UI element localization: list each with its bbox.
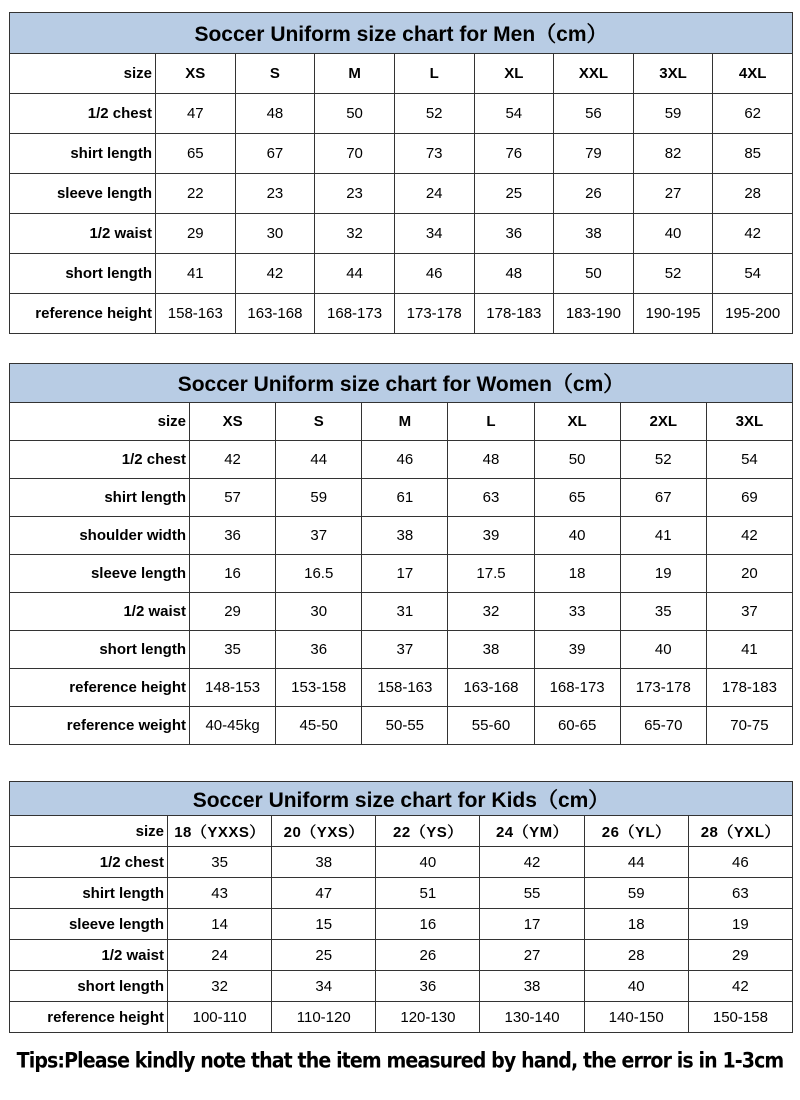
value-cell: 38 [362, 517, 448, 555]
row-label: reference height [10, 669, 190, 707]
value-cell: 39 [534, 631, 620, 669]
value-cell: 41 [620, 517, 706, 555]
measurement-row [10, 134, 793, 174]
value-cell: 16 [376, 909, 480, 940]
value-cell: 23 [315, 174, 395, 214]
row-label: 1/2 waist [10, 940, 168, 971]
value-cell: 19 [620, 555, 706, 593]
value-cell: 34 [394, 214, 474, 254]
value-cell: 30 [276, 593, 362, 631]
value-cell: 26 [554, 174, 634, 214]
value-cell: 15 [272, 909, 376, 940]
value-cell: 57 [190, 479, 276, 517]
chart-title: Soccer Uniform size chart for Kids（cm） [10, 782, 793, 816]
value-cell: 42 [235, 254, 315, 294]
value-cell: 34 [272, 971, 376, 1002]
value-cell: 62 [713, 94, 793, 134]
value-cell: 47 [272, 878, 376, 909]
value-cell: 163-168 [448, 669, 534, 707]
value-cell: 44 [584, 847, 688, 878]
value-cell: 36 [474, 214, 554, 254]
value-cell: 29 [688, 940, 792, 971]
value-cell: 59 [584, 878, 688, 909]
size-header-cell: XXL [554, 54, 634, 94]
row-label: 1/2 chest [10, 847, 168, 878]
value-cell: 44 [276, 441, 362, 479]
value-cell: 41 [156, 254, 236, 294]
value-cell: 60-65 [534, 707, 620, 745]
value-cell: 23 [235, 174, 315, 214]
measurement-row [10, 631, 793, 669]
value-cell: 82 [633, 134, 713, 174]
measurement-row [10, 971, 793, 1002]
row-label: 1/2 waist [10, 214, 156, 254]
chart-title-row [10, 364, 793, 403]
value-cell: 29 [190, 593, 276, 631]
size-header-cell: XS [156, 54, 236, 94]
value-cell: 65 [534, 479, 620, 517]
row-label: short length [10, 971, 168, 1002]
value-cell: 17 [362, 555, 448, 593]
value-cell: 183-190 [554, 294, 634, 334]
value-cell: 43 [168, 878, 272, 909]
value-cell: 14 [168, 909, 272, 940]
value-cell: 54 [706, 441, 792, 479]
size-header-cell: XL [474, 54, 554, 94]
value-cell: 158-163 [362, 669, 448, 707]
value-cell: 38 [272, 847, 376, 878]
value-cell: 130-140 [480, 1002, 584, 1033]
value-cell: 25 [474, 174, 554, 214]
value-cell: 52 [394, 94, 474, 134]
row-label: reference height [10, 294, 156, 334]
row-label: 1/2 waist [10, 593, 190, 631]
row-label: sleeve length [10, 909, 168, 940]
value-cell: 46 [362, 441, 448, 479]
value-cell: 25 [272, 940, 376, 971]
measurement-row [10, 294, 793, 334]
size-header-row [10, 816, 793, 847]
row-label: 1/2 chest [10, 94, 156, 134]
value-cell: 56 [554, 94, 634, 134]
value-cell: 50 [315, 94, 395, 134]
value-cell: 65 [156, 134, 236, 174]
measurement-row [10, 1002, 793, 1033]
value-cell: 28 [584, 940, 688, 971]
value-cell: 33 [534, 593, 620, 631]
value-cell: 47 [156, 94, 236, 134]
value-cell: 36 [376, 971, 480, 1002]
value-cell: 38 [448, 631, 534, 669]
value-cell: 76 [474, 134, 554, 174]
value-cell: 32 [315, 214, 395, 254]
value-cell: 73 [394, 134, 474, 174]
size-header-cell: M [315, 54, 395, 94]
value-cell: 45-50 [276, 707, 362, 745]
value-cell: 24 [394, 174, 474, 214]
size-header-cell: M [362, 403, 448, 441]
value-cell: 67 [235, 134, 315, 174]
measurement-row [10, 254, 793, 294]
size-header-row [10, 403, 793, 441]
measurement-row [10, 940, 793, 971]
chart-title-row [10, 782, 793, 816]
row-label: shirt length [10, 479, 190, 517]
value-cell: 37 [362, 631, 448, 669]
measurement-row [10, 517, 793, 555]
value-cell: 40 [633, 214, 713, 254]
value-cell: 18 [584, 909, 688, 940]
size-label: size [10, 54, 156, 94]
measurement-row [10, 174, 793, 214]
size-header-cell: S [235, 54, 315, 94]
value-cell: 18 [534, 555, 620, 593]
chart-title: Soccer Uniform size chart for Women（cm） [10, 364, 793, 403]
value-cell: 42 [480, 847, 584, 878]
size-header-cell: L [394, 54, 474, 94]
value-cell: 158-163 [156, 294, 236, 334]
value-cell: 36 [190, 517, 276, 555]
value-cell: 79 [554, 134, 634, 174]
value-cell: 51 [376, 878, 480, 909]
value-cell: 55-60 [448, 707, 534, 745]
value-cell: 46 [688, 847, 792, 878]
row-label: sleeve length [10, 555, 190, 593]
value-cell: 17.5 [448, 555, 534, 593]
row-label: 1/2 chest [10, 441, 190, 479]
measurement-row [10, 669, 793, 707]
value-cell: 52 [620, 441, 706, 479]
chart-title: Soccer Uniform size chart for Men（cm） [10, 13, 793, 54]
value-cell: 168-173 [534, 669, 620, 707]
value-cell: 173-178 [620, 669, 706, 707]
value-cell: 38 [554, 214, 634, 254]
value-cell: 35 [168, 847, 272, 878]
size-header-cell: 28（YXL） [688, 816, 792, 847]
value-cell: 16.5 [276, 555, 362, 593]
value-cell: 148-153 [190, 669, 276, 707]
value-cell: 69 [706, 479, 792, 517]
row-label: short length [10, 631, 190, 669]
value-cell: 26 [376, 940, 480, 971]
value-cell: 48 [448, 441, 534, 479]
value-cell: 30 [235, 214, 315, 254]
row-label: short length [10, 254, 156, 294]
men-size-chart [9, 12, 793, 334]
value-cell: 59 [633, 94, 713, 134]
value-cell: 40-45kg [190, 707, 276, 745]
measurement-row [10, 847, 793, 878]
value-cell: 17 [480, 909, 584, 940]
chart-title-row [10, 13, 793, 54]
value-cell: 19 [688, 909, 792, 940]
size-header-cell: XS [190, 403, 276, 441]
value-cell: 32 [168, 971, 272, 1002]
value-cell: 173-178 [394, 294, 474, 334]
value-cell: 29 [156, 214, 236, 254]
measurement-row [10, 909, 793, 940]
tips-note: Tips:Please kindly note that the item measured by hand, the error is in 1-3cm [16, 1048, 784, 1074]
value-cell: 40 [376, 847, 480, 878]
measurement-row [10, 214, 793, 254]
value-cell: 16 [190, 555, 276, 593]
value-cell: 54 [713, 254, 793, 294]
size-header-cell: 4XL [713, 54, 793, 94]
value-cell: 42 [688, 971, 792, 1002]
kids-size-chart [9, 781, 793, 1033]
size-header-cell: 22（YS） [376, 816, 480, 847]
row-label: sleeve length [10, 174, 156, 214]
size-label: size [10, 403, 190, 441]
value-cell: 63 [688, 878, 792, 909]
women-size-chart [9, 363, 793, 745]
size-header-cell: 2XL [620, 403, 706, 441]
value-cell: 41 [706, 631, 792, 669]
measurement-row [10, 555, 793, 593]
value-cell: 35 [620, 593, 706, 631]
row-label: shirt length [10, 878, 168, 909]
value-cell: 153-158 [276, 669, 362, 707]
value-cell: 110-120 [272, 1002, 376, 1033]
value-cell: 50 [554, 254, 634, 294]
value-cell: 150-158 [688, 1002, 792, 1033]
value-cell: 28 [713, 174, 793, 214]
value-cell: 50 [534, 441, 620, 479]
value-cell: 46 [394, 254, 474, 294]
value-cell: 54 [474, 94, 554, 134]
row-label: reference height [10, 1002, 168, 1033]
value-cell: 40 [584, 971, 688, 1002]
measurement-row [10, 707, 793, 745]
value-cell: 48 [235, 94, 315, 134]
row-label: shoulder width [10, 517, 190, 555]
value-cell: 52 [633, 254, 713, 294]
value-cell: 55 [480, 878, 584, 909]
value-cell: 31 [362, 593, 448, 631]
value-cell: 178-183 [706, 669, 792, 707]
value-cell: 24 [168, 940, 272, 971]
size-header-cell: 3XL [706, 403, 792, 441]
value-cell: 100-110 [168, 1002, 272, 1033]
value-cell: 36 [276, 631, 362, 669]
row-label: reference weight [10, 707, 190, 745]
value-cell: 48 [474, 254, 554, 294]
value-cell: 178-183 [474, 294, 554, 334]
value-cell: 22 [156, 174, 236, 214]
value-cell: 32 [448, 593, 534, 631]
size-header-cell: 18（YXXS） [168, 816, 272, 847]
value-cell: 42 [706, 517, 792, 555]
value-cell: 65-70 [620, 707, 706, 745]
value-cell: 50-55 [362, 707, 448, 745]
value-cell: 42 [190, 441, 276, 479]
size-header-cell: L [448, 403, 534, 441]
value-cell: 20 [706, 555, 792, 593]
measurement-row [10, 878, 793, 909]
measurement-row [10, 441, 793, 479]
value-cell: 44 [315, 254, 395, 294]
value-cell: 67 [620, 479, 706, 517]
value-cell: 42 [713, 214, 793, 254]
value-cell: 27 [633, 174, 713, 214]
value-cell: 35 [190, 631, 276, 669]
measurement-row [10, 593, 793, 631]
value-cell: 37 [706, 593, 792, 631]
size-header-cell: 3XL [633, 54, 713, 94]
size-label: size [10, 816, 168, 847]
value-cell: 168-173 [315, 294, 395, 334]
value-cell: 37 [276, 517, 362, 555]
size-header-cell: XL [534, 403, 620, 441]
value-cell: 85 [713, 134, 793, 174]
value-cell: 140-150 [584, 1002, 688, 1033]
value-cell: 70 [315, 134, 395, 174]
size-header-cell: 24（YM） [480, 816, 584, 847]
row-label: shirt length [10, 134, 156, 174]
value-cell: 38 [480, 971, 584, 1002]
value-cell: 27 [480, 940, 584, 971]
size-header-row [10, 54, 793, 94]
value-cell: 163-168 [235, 294, 315, 334]
size-header-cell: 26（YL） [584, 816, 688, 847]
measurement-row [10, 479, 793, 517]
value-cell: 61 [362, 479, 448, 517]
measurement-row [10, 94, 793, 134]
value-cell: 63 [448, 479, 534, 517]
value-cell: 40 [534, 517, 620, 555]
value-cell: 39 [448, 517, 534, 555]
value-cell: 190-195 [633, 294, 713, 334]
size-header-cell: 20（YXS） [272, 816, 376, 847]
value-cell: 120-130 [376, 1002, 480, 1033]
value-cell: 195-200 [713, 294, 793, 334]
size-header-cell: S [276, 403, 362, 441]
value-cell: 59 [276, 479, 362, 517]
value-cell: 40 [620, 631, 706, 669]
value-cell: 70-75 [706, 707, 792, 745]
